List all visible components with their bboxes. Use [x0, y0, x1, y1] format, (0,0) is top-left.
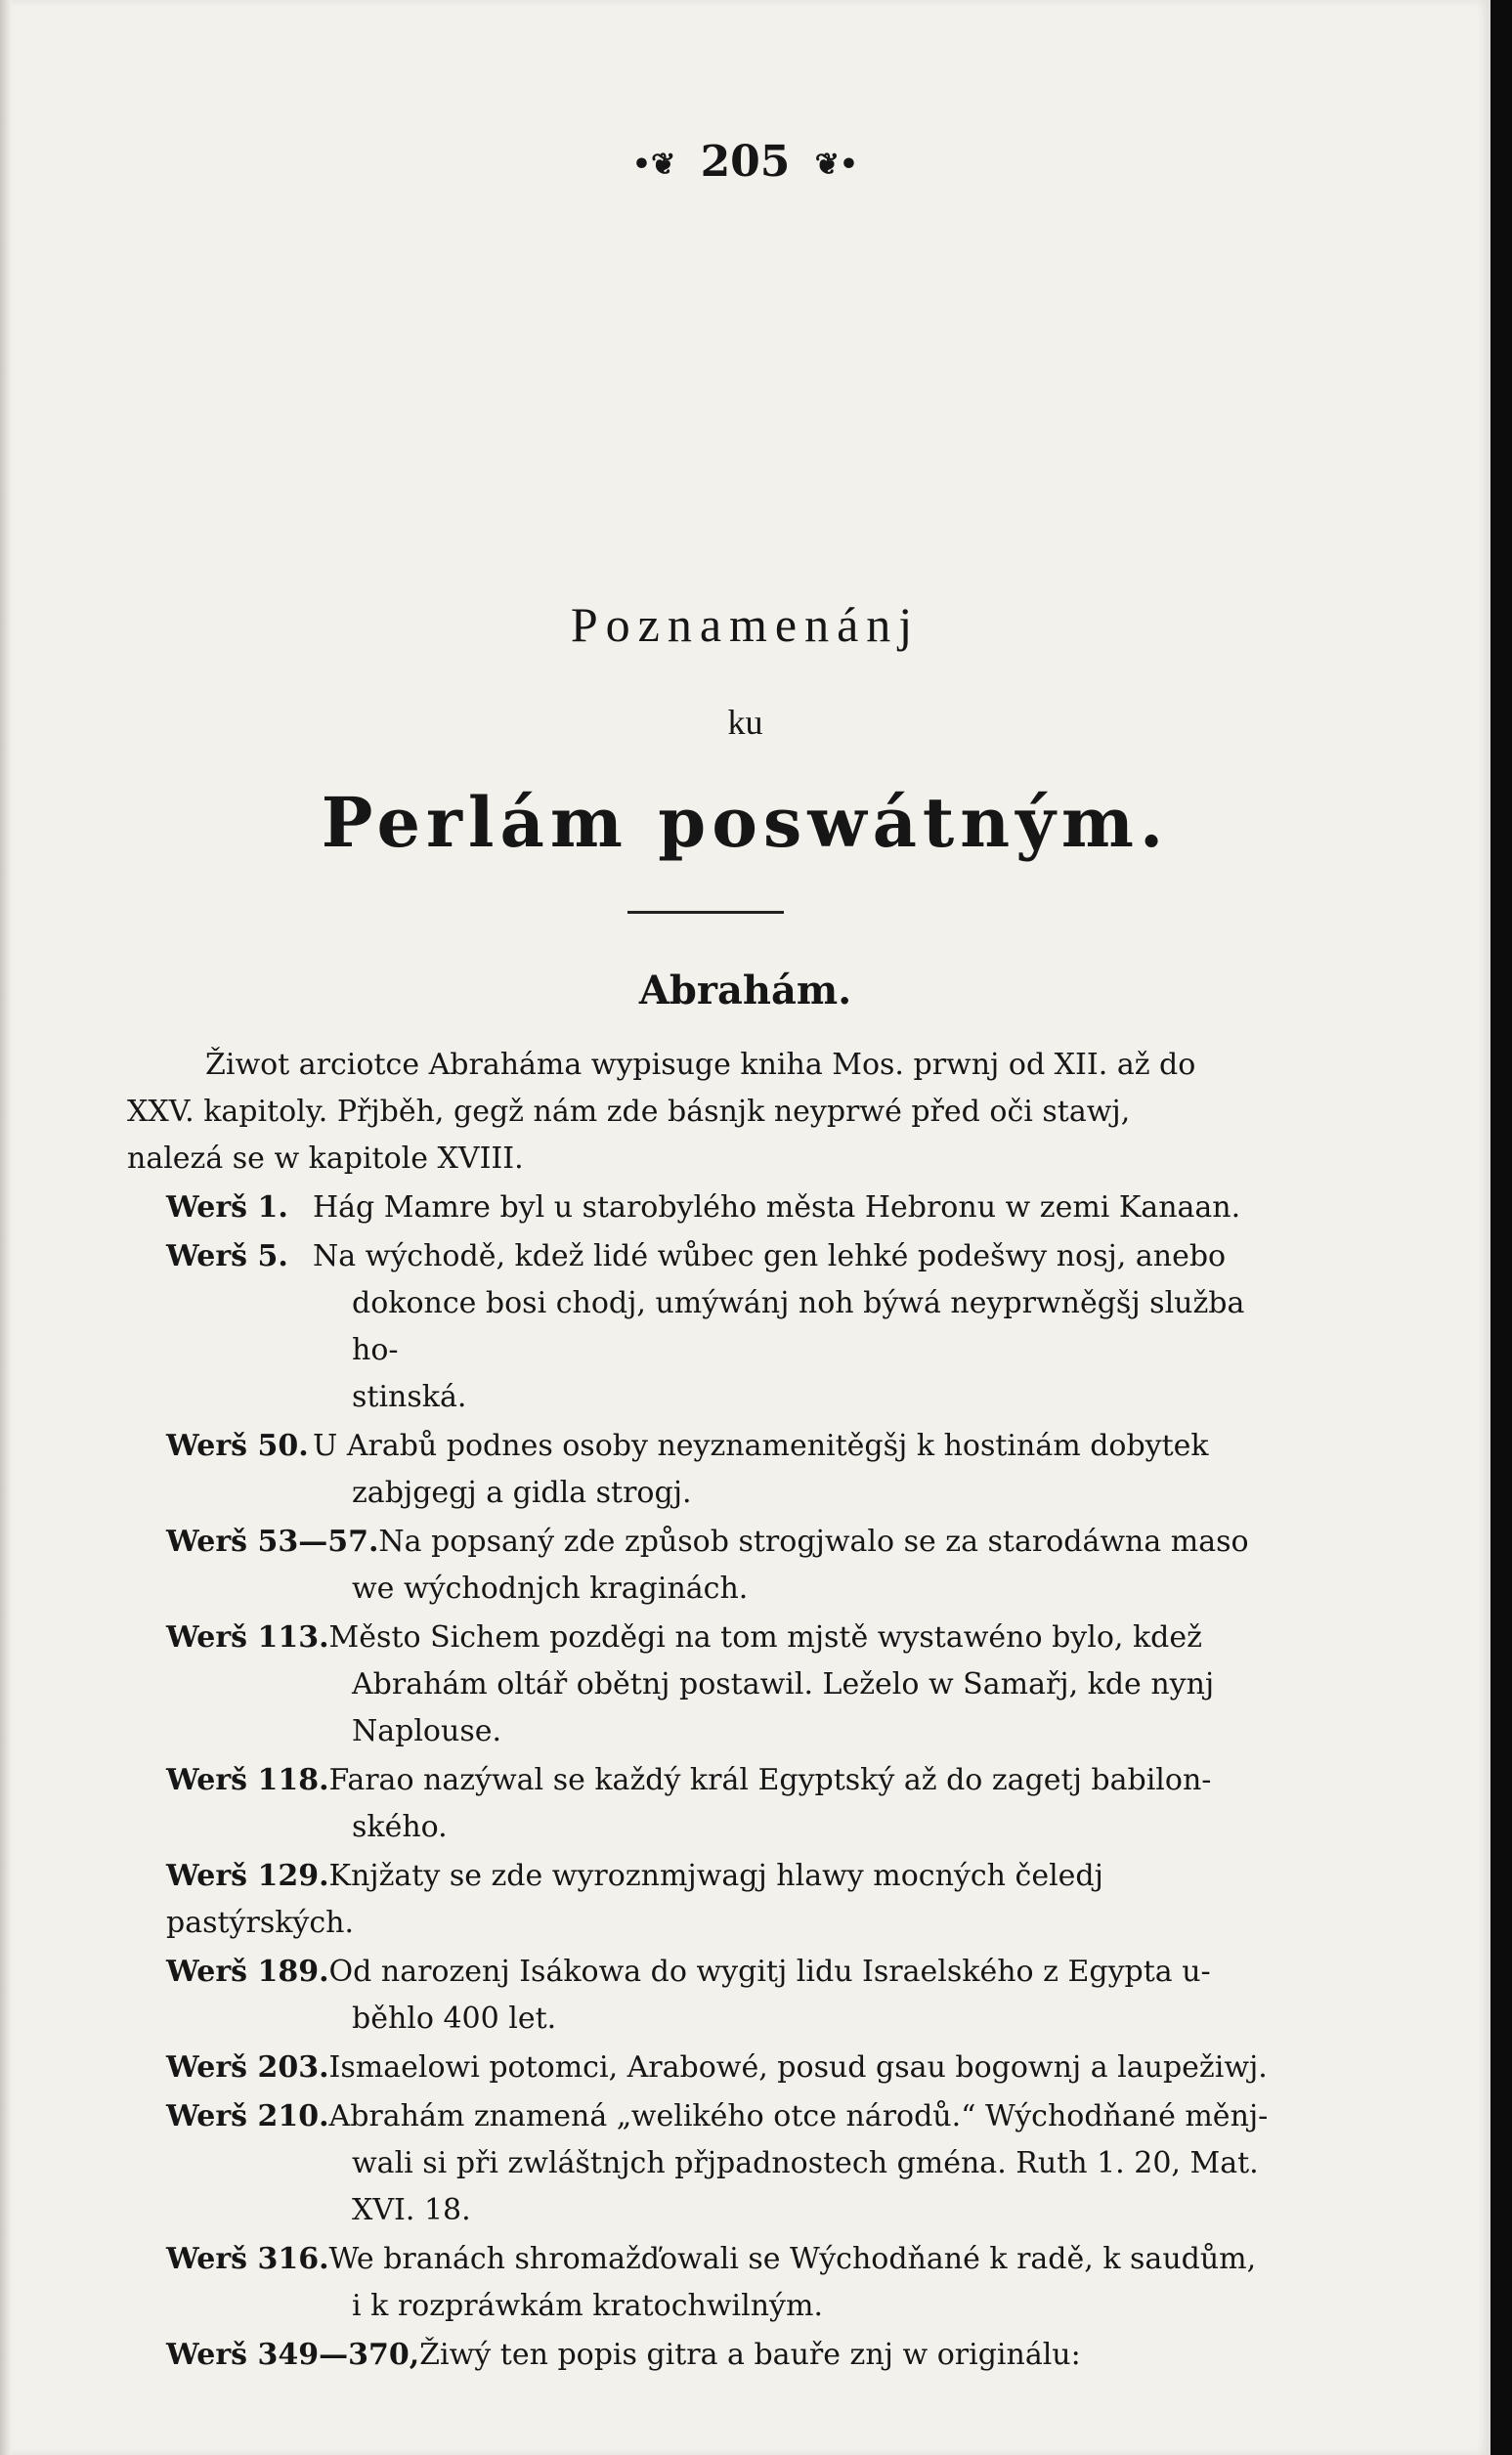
intro-paragraph — [127, 1042, 1300, 1183]
verse-note-first-line — [166, 1184, 1300, 1231]
title-divider — [627, 911, 784, 914]
verse-note-continuation: dokonce bosi chodj, umýwánj noh býwá neyprwněgšj služba ho- — [352, 1286, 1245, 1367]
verse-note — [127, 1423, 1300, 1517]
title: Poznamenánj — [570, 597, 921, 652]
verse-note-text: Ismaelowi potomci, Arabowé, posud gsau bogownj a laupežiwj. — [328, 2050, 1268, 2085]
verse-note-text: Knjžaty se zde wyroznmjwagj hlawy mocných čeledj pastýrských. — [166, 1859, 1103, 1940]
verse-note-first-line — [166, 2045, 1300, 2091]
verse-note-first-line — [166, 2332, 1300, 2379]
intro-line: XXV. kapitoly. Přjběh, gegž nám zde básnjk neyprwé před oči stawj, — [127, 1095, 1131, 1129]
verse-note-text: Žiwý ten popis gitra a bauře znj w originálu: — [419, 2338, 1081, 2372]
intro-line: Žiwot arciotce Abrahámа wypisuge kniha Mos. prwnj od XII. až do — [205, 1048, 1196, 1082]
verse-reference: Werš 50. — [166, 1429, 309, 1463]
header-ornament-left: •❦ — [631, 148, 676, 182]
verse-note-text: We branách shromažďowali se Wýchodňané k radě, k saudům, — [328, 2242, 1257, 2276]
verse-note-first-line — [166, 1949, 1300, 1996]
verse-note — [127, 2332, 1300, 2379]
verse-note-text: Hág Mamre byl u starobylého města Hebronu w zemi Kanaan. — [313, 1190, 1241, 1225]
verse-reference: Werš 118. — [166, 1763, 329, 1797]
verse-note — [127, 2045, 1300, 2091]
verse-note-text: Město Sichem pozděgi na tom mjstě wystawéno bylo, kdež — [328, 1620, 1202, 1655]
verse-note — [127, 1233, 1300, 1421]
verse-note-first-line — [166, 1423, 1300, 1470]
verse-note — [127, 2236, 1300, 2330]
subtitle: ku — [727, 703, 763, 742]
verse-note-continuation: stinská. — [352, 1380, 467, 1414]
verse-reference: Werš 53—57. — [166, 1525, 379, 1559]
verse-note — [127, 1184, 1300, 1231]
verse-note-text: Farao nazýwal se každý král Egyptský až do zagetj babilon- — [328, 1763, 1212, 1797]
intro-line: nalezá se w kapitole XVIII. — [127, 1141, 524, 1176]
verse-reference: Werš 349—370, — [166, 2338, 420, 2372]
header-ornament-right: ❦• — [814, 148, 859, 182]
verse-note-first-line — [166, 2093, 1300, 2140]
verse-reference: Werš 1. — [166, 1190, 288, 1225]
verse-note-text: Abrahám znamená „welikého otce národů.“ Wýchodňané měnj- — [328, 2099, 1269, 2133]
section-heading: Abrahám. — [638, 968, 852, 1013]
verse-note-continuation: i k rozpráwkám kratochwilným. — [352, 2289, 823, 2323]
verse-note-first-line — [166, 1853, 1300, 1947]
verse-reference: Werš 210. — [166, 2099, 329, 2133]
verse-note-continuation: we wýchodnjch kraginách. — [352, 1572, 749, 1606]
verse-note-continuation: běhlo 400 let. — [352, 2002, 557, 2036]
verse-note-continuation: XVI. 18. — [352, 2193, 471, 2227]
verse-note-continuation: Naplouse. — [352, 1714, 502, 1748]
verse-note-text: Na popsaný zde způsob strogjwalo se za starodáwna maso — [378, 1525, 1249, 1559]
verse-note-first-line — [166, 1519, 1300, 1566]
verse-reference: Werš 203. — [166, 2050, 329, 2085]
verse-note-continuation: ského. — [352, 1810, 448, 1844]
verse-note-continuation: zabjgegj a gidla strogj. — [352, 1476, 692, 1510]
verse-note-text: U Arabů podnes osoby neyznamenitěgšj k hostinám dobytek — [313, 1429, 1209, 1463]
page-number — [0, 137, 1490, 187]
verse-note-continuation: wali si při zwláštnjch přjpadnostech gména. Ruth 1. 20, Mat. — [352, 2146, 1259, 2180]
verse-note-text: Od narozenj Isákowa do wygitj lidu Israelského z Egypta u- — [328, 1955, 1211, 1989]
verse-reference: Werš 316. — [166, 2242, 329, 2276]
verse-note-first-line — [166, 1757, 1300, 1804]
verse-note — [127, 1615, 1300, 1755]
notes-body — [127, 1042, 1300, 2379]
verse-reference: Werš 5. — [166, 1239, 288, 1273]
main-title: Perlám poswátným. — [321, 782, 1170, 863]
page-number-value: 205 — [700, 137, 791, 187]
verse-note-first-line — [166, 1615, 1300, 1661]
verse-note — [127, 1853, 1300, 1947]
verse-note — [127, 1519, 1300, 1613]
verse-reference: Werš 189. — [166, 1955, 329, 1989]
notes-list — [127, 1184, 1300, 2379]
verse-reference: Werš 113. — [166, 1620, 329, 1655]
verse-note — [127, 2093, 1300, 2234]
verse-note — [127, 1757, 1300, 1851]
verse-note-first-line — [166, 2236, 1300, 2283]
verse-note-text: Na wýchodě, kdež lidé wůbec gen lehké podešwy nosj, anebo — [313, 1239, 1227, 1273]
page-edge — [1490, 0, 1512, 2455]
verse-note — [127, 1949, 1300, 2043]
verse-reference: Werš 129. — [166, 1859, 329, 1893]
verse-note-first-line — [166, 1233, 1300, 1280]
verse-note-continuation: Abrahám oltář obětnj postawil. Leželo w Samařj, kde nynj — [352, 1667, 1215, 1701]
